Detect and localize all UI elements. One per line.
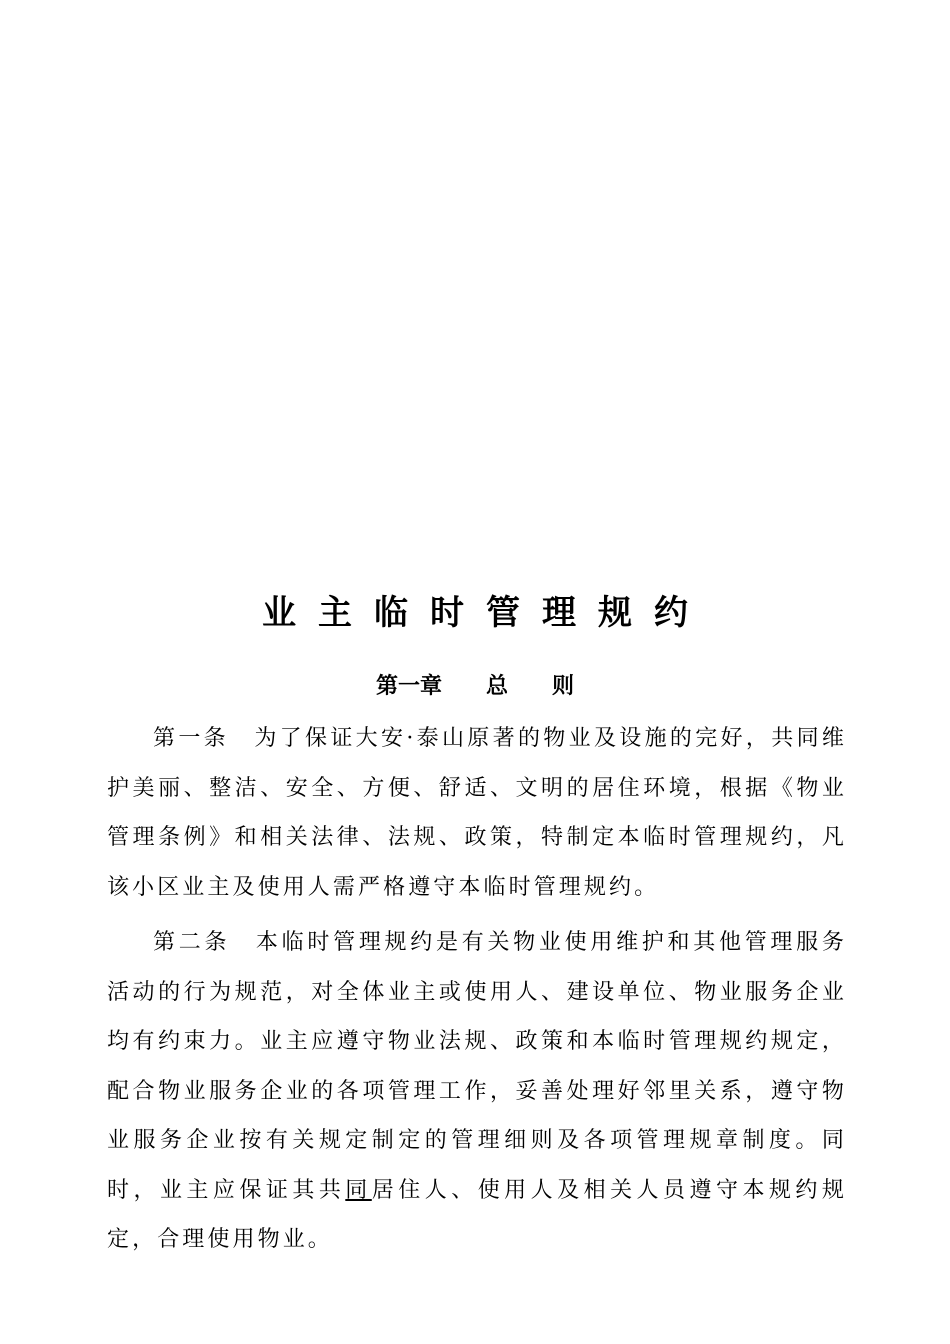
- article-2-text-part-1: 本临时管理规约是有关物业使用维护和其他管理服务活动的行为规范，对全体业主或使用人、建设单位、物业服务企业均有约束力。业主应遵守物业法规、政策和本临时管理规约规定，配合物业服务企业的各项管理工作，妥善处理好邻里关系，遵守物业服务企业按有关规定制定的管理细则及各项管理规章制度。同时，业主应保证其共: [107, 930, 847, 1203]
- chapter-heading: 第一章 总 则: [375, 673, 574, 699]
- article-1: [107, 714, 847, 912]
- article-1-label: 第一条: [153, 726, 229, 751]
- article-2-text-part-2: 居住人、使用人及相关人员遵守本规约规定，合理使用物业。: [107, 1177, 847, 1252]
- document-body: [107, 714, 847, 1271]
- article-2: [107, 918, 847, 1265]
- article-spacer: [230, 930, 256, 955]
- article-2-label: 第二条: [153, 930, 231, 955]
- document-title: 业主临时管理规约: [262, 593, 710, 633]
- article-spacer: [229, 726, 254, 751]
- article-2-underlined-text: 同: [345, 1177, 372, 1203]
- article-1-text: 为了保证大安·泰山原著的物业及设施的完好，共同维护美丽、整洁、安全、方便、舒适、文明的居住环境，根据《物业管理条例》和相关法律、法规、政策，特制定本临时管理规约，凡该小区业主及使用人需严格遵守本临时管理规约。: [107, 726, 847, 900]
